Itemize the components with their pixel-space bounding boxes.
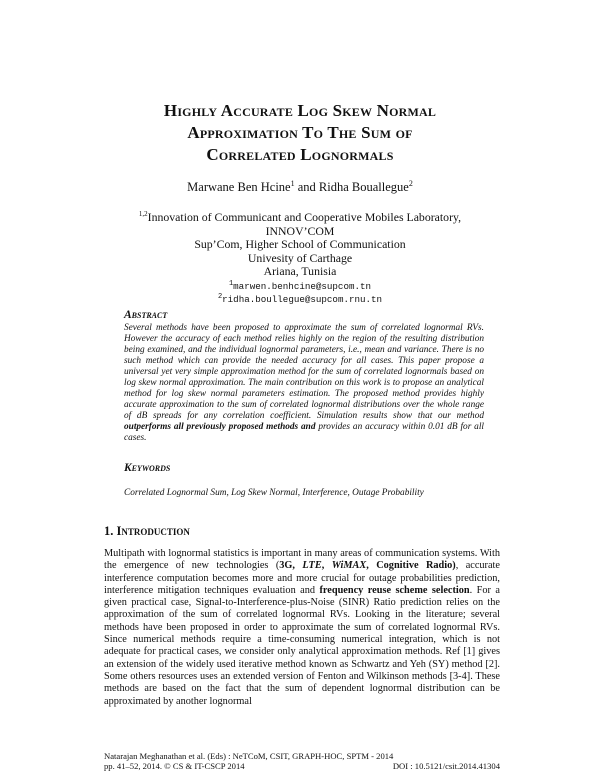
abstract-text: [124, 323, 484, 445]
intro-text-1: Multipath with lognormal statistics is important in many areas of communication systems. With the emergence of new technologies (: [104, 548, 500, 572]
author-1: Marwane Ben Hcine: [187, 180, 291, 195]
intro-bold-italic-2: WiMAX: [331, 560, 367, 572]
intro-bold-4: frequency reuse scheme selection: [319, 584, 470, 596]
author-conjunction: and: [294, 180, 319, 195]
affiliation-line-4: Univesity of Carthage: [247, 250, 353, 265]
title-line-3: Correlated Lognormals: [206, 145, 394, 164]
footer-line-1: Natarajan Meghanathan et al. (Eds) : NeTCoM, CSIT, GRAPH-HOC, SPTM - 2014: [104, 751, 394, 761]
author-2-superscript: 2: [408, 179, 413, 188]
intro-text-2: , accurate interference computation becomes more and more crucial for outage probabilities prediction, interference mitigation techniques evaluation and: [104, 560, 500, 596]
email-1-address: marwen.benhcine@supcom.tn: [233, 280, 372, 292]
affiliation-line-3: Sup’Com, Higher School of Communication: [194, 237, 406, 252]
abstract-heading: Abstract: [124, 309, 168, 321]
keywords-text: Correlated Lognormal Sum, Log Skew Normal, Interference, Outage Probability: [124, 488, 424, 498]
abstract-part-2: provides an accuracy within 0.01 dB for all cases.: [124, 422, 485, 444]
intro-bold-1: 3G,: [279, 560, 303, 572]
footer-line-2: [104, 761, 500, 771]
email-1-superscript: 1: [228, 279, 234, 288]
affiliation-line-5: Ariana, Tunisia: [263, 264, 337, 279]
author-2: Ridha Bouallegue: [318, 180, 409, 195]
author-list: [80, 179, 520, 195]
affiliation-line-1: [100, 208, 500, 225]
title-line-2: Approximation To The Sum of: [187, 123, 413, 142]
email-1: [100, 279, 500, 293]
title-line-1: Highly Accurate Log Skew Normal: [163, 101, 437, 120]
email-2-superscript: 2: [217, 293, 223, 302]
keywords-heading: Keywords: [124, 462, 171, 474]
introduction-heading: 1. Introduction: [104, 524, 190, 538]
page-footer: [104, 751, 500, 771]
introduction-paragraph: [104, 548, 500, 708]
affiliation-lab: Innovation of Communicant and Cooperative Mobiles Laboratory,: [147, 209, 462, 224]
intro-bold-3: , Cognitive Radio): [366, 560, 456, 572]
email-2: [100, 292, 500, 306]
abstract-part-1: Several methods have been proposed to approximate the sum of correlated lognormal RVs. However the accuracy of each method relies highly on the region of the resulting distribution being examined, and the individual lognormal parameters, i.e., mean and variance. There is no such method which can provide the needed accuracy for all cases. This paper propose a universal yet very simple approximation method for the sum of correlated lognormals based on log skew normal approximation. The main contribution on this work is to propose an analytical method for log skew normal parameters estimation. The proposed method provides highly accurate approximation to the sum of correlated lognormal distributions over the whole range of dB spreads for any correlation coefficient. Simulation results show that our method: [124, 323, 484, 422]
intro-text-3: . For a given practical case, Signal-to-Interference-plus-Noise (SINR) Ratio prediction relies on the approximation of the sum of correlated lognormal RVs. Looking in the literature; several methods have been proposed in order to approximate the sum of correlated lognormal RVs. Since numerical methods require a time-consuming numerical integration, which is not adequate for practical cases, we consider only analytical approximation methods. Ref [1] gives an extension of the widely used iterative method known as Schwartz and Yeh (SY) method [2]. Some others resources uses an extended version of Fenton and Wilkinson methods [3-4]. These methods are based on the fact that the sum of dependent lognormal distribution can be approximated by another lognormal: [104, 584, 500, 707]
intro-bold-tech: [279, 560, 455, 571]
paper-title: [80, 100, 520, 166]
intro-bold-2: ,: [321, 560, 332, 572]
affiliation-superscript: 1,2: [138, 210, 148, 218]
intro-bold-italic-1: LTE: [302, 560, 322, 572]
abstract-bold-phrase: outperforms all previously proposed methods and: [124, 422, 316, 433]
affiliation-line-2: INNOV’COM: [265, 223, 335, 238]
footer-pages: pp. 41–52, 2014. © CS & IT-CSCP 2014: [104, 761, 245, 771]
footer-doi: DOI : 10.5121/csit.2014.41304: [392, 761, 500, 771]
email-2-address: ridha.boullegue@supcom.rnu.tn: [222, 294, 383, 306]
author-1-superscript: 1: [290, 179, 295, 188]
affiliation-block: [100, 208, 500, 306]
